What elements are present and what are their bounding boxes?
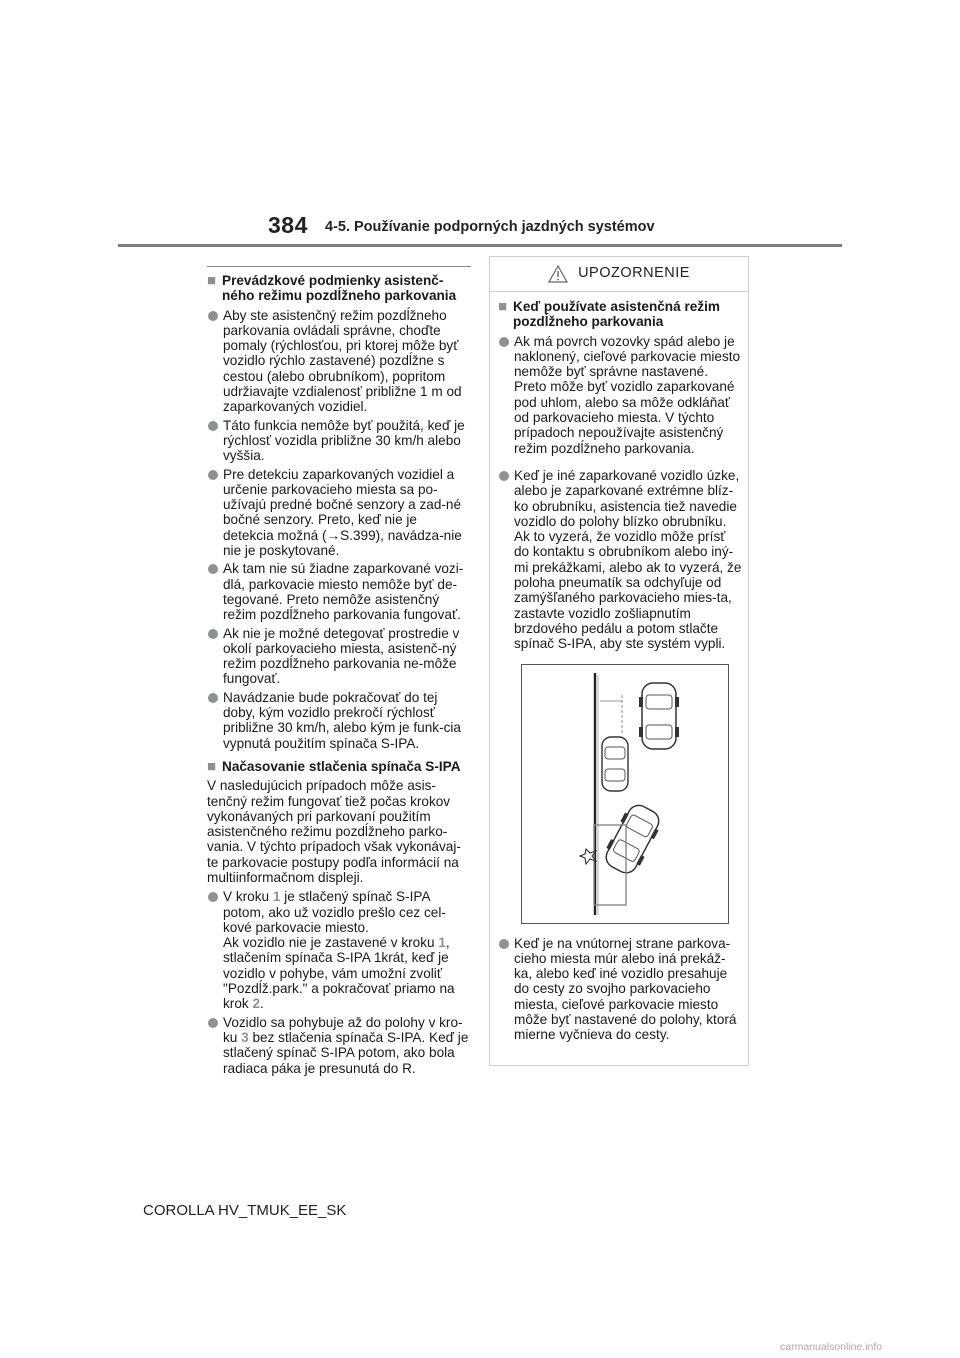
chapter-title: 4-5. Používanie podporných jazdných systémov [325,219,655,235]
round-bullet-icon [208,564,218,574]
round-bullet-icon [208,470,218,480]
step-number: 1 [438,935,446,951]
list-item: Vozidlo sa pohybuje až do polohy v kro-ku 3 bez stlačenia spínača S-IPA. Keď je stlačený spínač S-IPA potom, ako bola radiaca páka je presunutá do R. [207,1015,471,1076]
warning-header [490,257,748,292]
list-item: Keď je na vnútornej strane parkova-cieho miesta múr alebo iná prekáž-ka, alebo keď iné vozidlo presahuje do cesty zo svojho parkovacieho miesta, cieľové parkovacie miesto môže byť nastavené do polohy, ktorá mierne vyčnieva do cesty. [498,936,742,1043]
section-heading: ■ Prevádzkové podmienky asistenč-ného režimu pozdĺžneho parkovania [207,272,457,304]
watermark: carmanualsonline.info [780,1341,883,1353]
left-column [207,266,471,1079]
document-footer: COROLLA HV_TMUK_EE_SK [143,1202,347,1219]
list-item: Navádzanie bude pokračovať do tej doby, kým vozidlo prekročí rýchlosť približne 30 km/h, alebo kým je funk-cia vypnutá použitím spínača S-IPA. [207,690,471,751]
list-item: Ak má povrch vozovky spád alebo je naklonený, cieľové parkovacie miesto nemôže byť správne nastavené. Preto môže byť vozidlo zaparkované pod uhlom, alebo sa môže odkláňať od parkovacieho miesta. V týchto prípadoch nepoužívajte asistenčný režim pozdĺžneho parkovania. [498,334,742,456]
list-item: V kroku 1 je stlačený spínač S-IPA potom, ako už vozidlo prešlo cez cel-kové parkovacie miesto. Ak vozidlo nie je zastavené v kroku 1, stlačením spínača S-IPA 1krát, keď je vozidlo v pohybe, vám umožní zvoliť "Pozdĺž.park." a pokračovať priamo na krok 2. [207,889,471,1011]
paragraph: V nasledujúcich prípadoch môže asis-tenčný režim fungovať tiež počas krokov vykonávaných pri parkovaní použitím asistenčného režimu pozdĺžneho parko-vania. V týchto prípadoch však vykonávaj-te parkovacie postupy podľa informácií na multiinformačnom displeji. [207,778,461,885]
round-bullet-icon [208,693,218,703]
square-bullet-icon: ■ [207,272,217,289]
warning-triangle-icon [548,265,568,283]
round-bullet-icon [208,629,218,639]
list-item: Aby ste asistenčný režim pozdĺžneho parkovania ovládali správne, choďte pomaly (rýchlosťou, pri ktorej môže byť vozidlo rýchlo zastavené) pozdĺžne s cestou (alebo obrubníkom), popritom udržiavajte vzdialenosť približne 1 m od zaparkovaných vozidiel. [207,308,471,415]
step-number: 1 [272,889,281,905]
maneuvering-car [600,800,665,878]
round-bullet-icon [208,892,218,902]
square-bullet-icon: ■ [498,298,508,315]
page-number: 384 [268,212,308,238]
warning-box [489,256,749,1066]
list-item: Táto funkcia nemôže byť použitá, keď je rýchlosť vozidla približne 30 km/h alebo vyššia. [207,418,471,464]
warning-title: UPOZORNENIE [578,265,690,282]
parked-car-ahead [602,737,628,791]
square-bullet-icon: ■ [207,757,217,775]
round-bullet-icon [208,311,218,321]
list-item: Keď je iné zaparkované vozidlo úzke, alebo je zaparkované extrémne blíz-ko obrubníku, asistencia tiež navedie vozidlo do polohy blízko obrubníku. Ak to vyzerá, že vozidlo môže prísť do kontaktu s obrubníkom alebo iný-mi prekážkami, alebo ak to vyzerá, že poloha pneumatík sa odchyľuje od zamýšľaného parkovacieho mies-ta, zastavte vozidlo zošliapnutím brzdového pedálu a potom stlačte spínač S-IPA, aby ste systém vypli. [498,468,742,652]
parking-diagram [522,665,728,923]
list-item: Ak nie je možné detegovať prostredie v okolí parkovacieho miesta, asistenč-ný režim pozdĺžneho parkovania ne-môže fungovať. [207,626,471,687]
list-item: Pre detekciu zaparkovaných vozidiel a určenie parkovacieho miesta sa po-užívajú predné bočné senzory a zad-né bočné senzory. Preto, keď nie je detekcia možná (→S.399), navádza-nie nie je poskytované. [207,467,471,559]
section-rule [207,266,471,267]
header-rule [118,244,842,247]
round-bullet-icon [499,337,509,347]
round-bullet-icon [208,421,218,431]
list-item: Ak tam nie sú žiadne zaparkované vozi-dlá, parkovacie miesto nemôže byť de-tegované. Preto nemôže asistenčný režim pozdĺžneho parkovania fungovať. [207,561,471,622]
round-bullet-icon [499,471,509,481]
section-heading: ■ Načasovanie stlačenia spínača S-IPA [207,757,461,775]
section-heading: ■ Keď používate asistenčná režim pozdĺžneho parkovania [498,298,720,330]
parked-car-front [639,683,679,749]
round-bullet-icon [499,939,509,949]
parking-illustration [521,664,729,924]
page-header [0,0,960,250]
step-number: 2 [252,996,261,1012]
round-bullet-icon [208,1018,218,1028]
step-number: 3 [241,1029,249,1045]
